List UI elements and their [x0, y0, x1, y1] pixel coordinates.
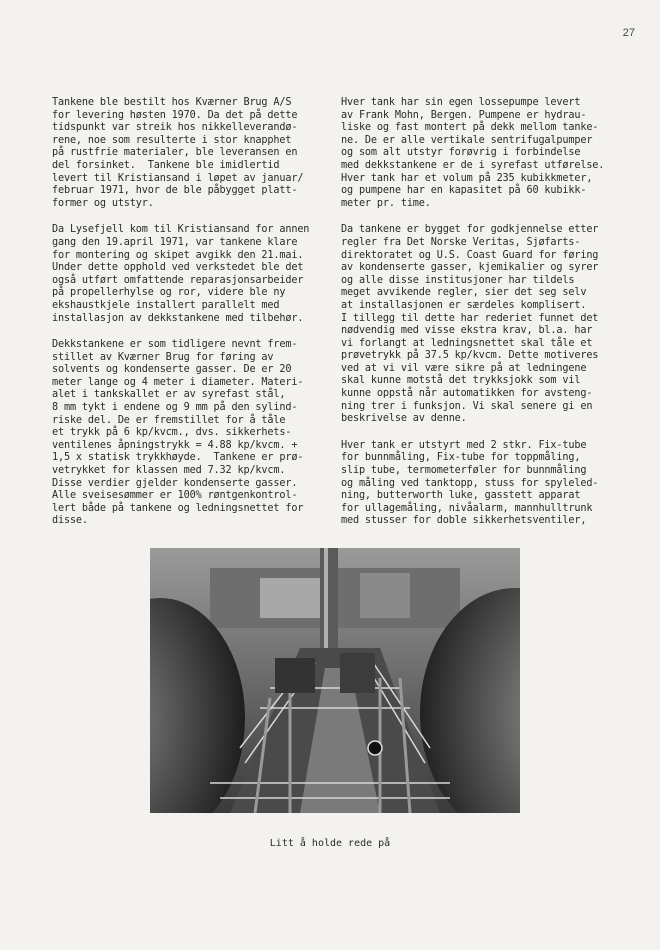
deck-tanks-photo: [150, 548, 520, 813]
paragraph: Tankene ble bestilt hos Kværner Brug A/S for levering høsten 1970. Da det på dette tidspunkt var streik hos nikkelleverandø- rene, noe som resulterte i stor knapphet på rustfrie materialer, ble leveransen en del forsinket. Tankene ble imidlertid levert til Kristiansand i løpet av januar/ februar 1971, hvor de ble påbygget platt- former og utstyr.: [52, 97, 304, 209]
figure-caption: Litt å holde rede på: [269, 838, 391, 849]
paragraph: Da tankene er bygget for godkjennelse etter regler fra Det Norske Veritas, Sjøfarts- direktoratet og U.S. Coast Guard for føring av kondenserte gasser, kjemikalier og syrer og alle disse institusjoner har tildels meget avvikende regler, sier det seg selv at installasjonen er særdeles komplisert. I tillegg til dette har rederiet funnet det nødvendig med visse ekstra krav, bl.a. har vi forlangt at ledningsnettet skal tåle et prøvetrykk på 37.5 kp/kvcm. Dette motiveres ved at vi vil være sikre på at ledningene skal kunne motstå det trykksjokk som vil kunne oppstå når automatikken for avsteng- ning trer i funksjon. Vi skal senere gi en beskrivelse av denne.: [341, 224, 599, 425]
paragraph: Hver tank har sin egen lossepumpe levert av Frank Mohn, Bergen. Pumpene er hydrau- liske og fast montert på dekk mellom tanke- ne. De er alle vertikale sentrifugalpumper og som alt utstyr forøvrig i forbindelse med dekkstankene er de i syrefast utførelse. Hver tank har et volum på 235 kubikkmeter, og pumpene har en kapasitet på 60 kubikk- meter pr. time.: [341, 97, 605, 209]
left-column: [52, 97, 332, 542]
right-column: [341, 97, 626, 542]
page-number: 27: [622, 27, 635, 39]
paragraph: Hver tank er utstyrt med 2 stkr. Fix-tube for bunnmåling, Fix-tube for toppmåling, slip tube, termometerføler for bunnmåling og måling ved tanktopp, stuss for spyleled- ning, butterworth luke, gasstett apparat for ullagemåling, nivåalarm, mannhulltrunk med stusser for doble sikkerhetsventiler,: [341, 439, 599, 527]
paragraph: Dekkstankene er som tidligere nevnt frem- stillet av Kværner Brug for føring av solvents og kondenserte gasser. De er 20 meter lange og 4 meter i diameter. Materi- alet i tankskallet er av syrefast stål, 8 mm tykt i endene og 9 mm på den sylind- riske del. De er fremstillet for å tåle et trykk på 6 kp/kvcm., dvs. sikkerhets- ventilenes åpningstrykk = 4.88 kp/kvcm. + 1,5 x statisk trykkhøyde. Tankene er prø- vetrykket for klassen med 7.32 kp/kvcm. Disse verdier gjelder kondenserte gasser. Alle sveisesømmer er 100% røntgenkontrol- lert både på tankene og ledningsnettet for disse.: [52, 339, 304, 527]
paragraph: Da Lysefjell kom til Kristiansand for annen gang den 19.april 1971, var tankene klare for montering og skipet avgikk den 21.mai. Under dette opphold ved verkstedet ble det også utført omfattende reparasjonsarbeider på propellerhylse og ror, videre ble ny ekshaustkjele installert parallelt med installasjon av dekkstankene med tilbehør.: [52, 224, 310, 324]
